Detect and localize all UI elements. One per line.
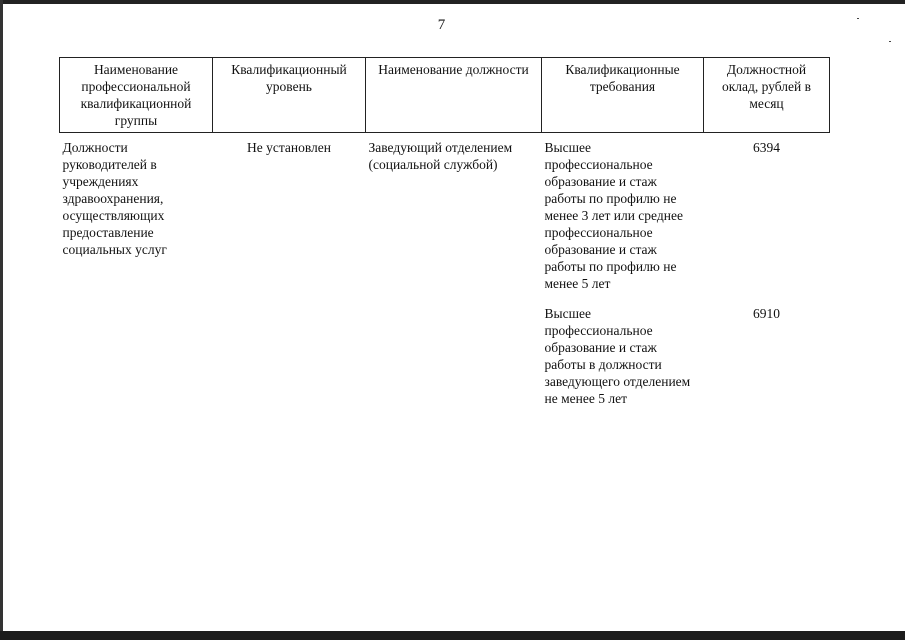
requirements-cell: Высшее профессиональное образование и стаж работы в должности заведующего отделением не менее 5 лет: [544, 306, 691, 406]
header-qualification-level: Квалификационный уровень: [213, 58, 366, 133]
qualification-level-cell: Не установлен: [246, 140, 332, 155]
header-requirements: Квалификационные требования: [542, 58, 704, 133]
salary-cell: 6394: [753, 140, 780, 155]
header-group-name: Наименование профессиональной квалификационной группы: [60, 58, 213, 133]
salary-cell: 6910: [753, 306, 780, 321]
table-header-row: [60, 58, 830, 133]
scan-top-edge: [0, 0, 905, 4]
scan-speck: [889, 41, 891, 42]
scan-left-edge: [0, 0, 3, 640]
page-number: 7: [437, 17, 446, 33]
qualification-table: [59, 57, 830, 407]
table-row: [60, 133, 830, 293]
group-name-cell: Должности руководителей в учреждениях здравоохранения, осуществляющих предоставление социальных услуг: [62, 140, 167, 257]
requirements-cell: Высшее профессиональное образование и стаж работы по профилю не менее 3 лет или среднее профессиональное образование и стаж работы по профилю не менее 5 лет: [544, 140, 683, 291]
header-salary: Должностной оклад, рублей в месяц: [704, 58, 830, 133]
position-name-cell: Заведующий отделением (социальной службой): [368, 140, 513, 172]
scan-bottom-edge: [0, 631, 905, 640]
header-position-name: Наименование должности: [366, 58, 542, 133]
